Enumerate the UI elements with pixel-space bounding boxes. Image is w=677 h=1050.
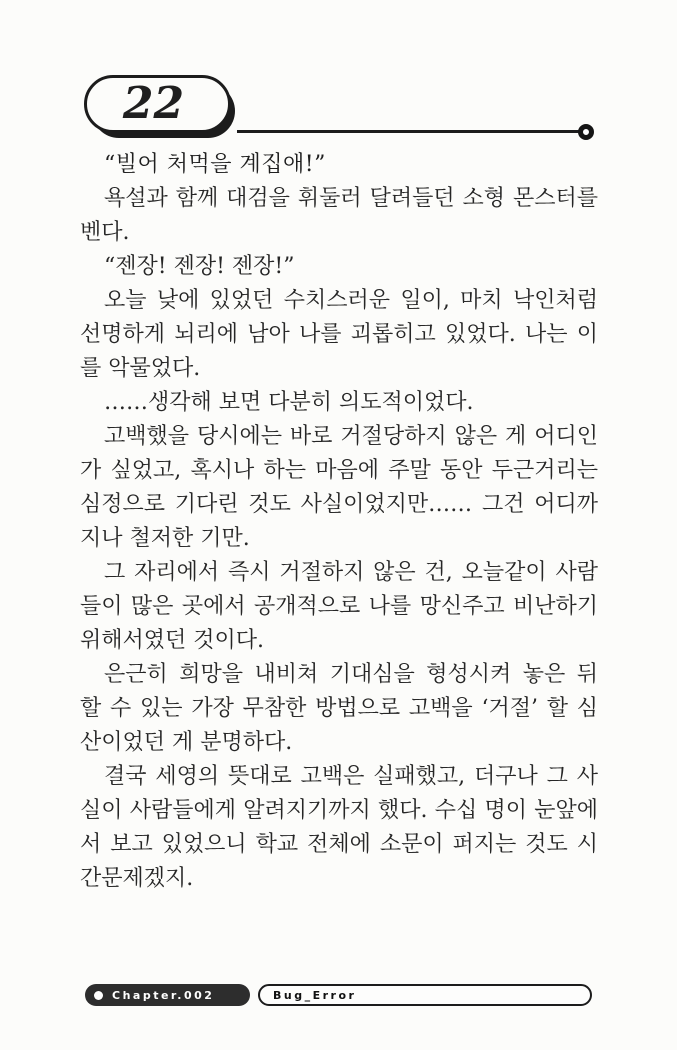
paragraph: “젠장! 젠장! 젠장!” — [104, 254, 295, 279]
section-label: Bug_Error — [273, 988, 357, 1002]
paragraph: 욕설과 함께 대검을 휘둘러 달려들던 소형 몬스터를 벤다. — [80, 186, 598, 245]
chapter-label: Chapter.002 — [112, 988, 215, 1002]
paragraph: 은근히 희망을 내비쳐 기대심을 형성시켜 놓은 뒤 할 수 있는 가장 무참한 방법으로 고백을 ‘거절’ 할 심산이었던 게 분명하다. — [80, 662, 598, 755]
dialogue-heading: “빌어 처먹을 계집애!” — [104, 152, 326, 177]
paragraph: 고백했을 당시에는 바로 거절당하지 않은 게 어디인가 싶었고, 혹시나 하는 마음에 주말 동안 두근거리는 심정으로 기다린 것도 사실이었지만…… 그건 어디까지나 철저한 기만. — [80, 424, 598, 551]
header-rule — [237, 130, 579, 133]
section-badge — [258, 984, 592, 1006]
body-text — [80, 148, 598, 896]
paragraph: 오늘 낮에 있었던 수치스러운 일이, 마치 낙인처럼 선명하게 뇌리에 남아 나를 괴롭히고 있었다. 나는 이를 악물었다. — [80, 288, 598, 381]
paragraph: 결국 세영의 뜻대로 고백은 실패했고, 더구나 그 사실이 사람들에게 알려지기까지 했다. 수십 명이 눈앞에서 보고 있었으니 학교 전체에 소문이 퍼지는 것도 시간문제겠지. — [80, 764, 598, 891]
page-number: 22 — [122, 78, 185, 129]
bullet-dot-icon — [94, 991, 103, 1000]
page-number-badge — [84, 75, 231, 133]
paragraph: 그 자리에서 즉시 거절하지 않은 건, 오늘같이 사람들이 많은 곳에서 공개적으로 나를 망신주고 비난하기 위해서였던 것이다. — [80, 560, 598, 653]
paragraph: ……생각해 보면 다분히 의도적이었다. — [104, 390, 474, 415]
ring-icon — [578, 124, 594, 140]
chapter-badge — [85, 984, 250, 1006]
